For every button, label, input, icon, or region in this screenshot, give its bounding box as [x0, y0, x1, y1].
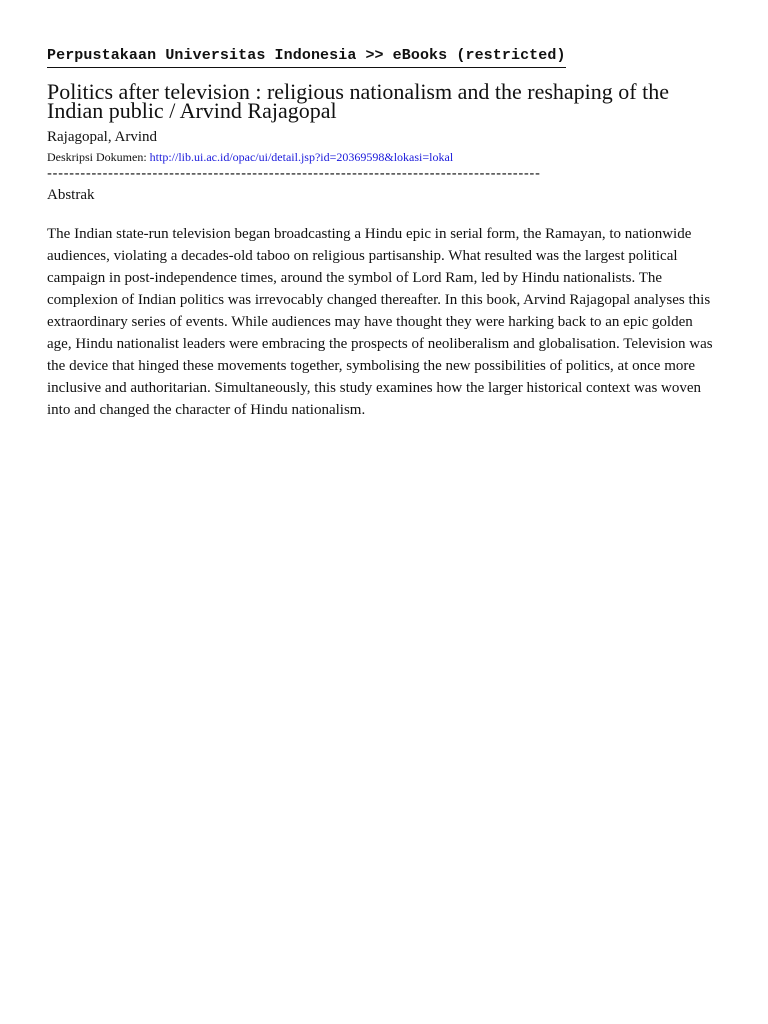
breadcrumb-collection: eBooks (restricted): [392, 47, 566, 64]
breadcrumb-library: Perpustakaan Universitas Indonesia: [47, 47, 357, 64]
document-description: [47, 149, 719, 165]
description-label: Deskripsi Dokumen:: [47, 150, 147, 164]
description-link[interactable]: http://lib.ui.ac.id/opac/ui/detail.jsp?id=20369598&lokasi=lokal: [149, 150, 454, 164]
document-author: Rajagopal, Arvind: [47, 129, 157, 145]
library-header: [47, 46, 566, 68]
document-page: [47, 46, 719, 421]
breadcrumb-separator: >>: [365, 47, 384, 64]
breadcrumb: [47, 46, 566, 66]
abstract-heading: Abstrak: [47, 187, 95, 203]
abstract-text: The Indian state-run television began broadcasting a Hindu epic in serial form, the Ramayan, to nationwide audiences, violating a decades-old taboo on religious partisanship. What resulted was the largest political campaign in post-independence times, around the symbol of Lord Ram, led by Hindu nationalists. The complexion of Indian politics was irrevocably changed thereafter. In this book, Arvind Rajagopal analyses this extraordinary series of events. While audiences may have thought they were harking back to an epic golden age, Hindu nationalist leaders were embracing the prospects of neoliberalism and globalisation. Television was the device that hinged these movements together, symbolising the new possibilities of politics, at once more inclusive and authoritarian. Simultaneously, this study examines how the larger historical context was woven into and changed the character of Hindu nationalism.: [47, 226, 713, 418]
document-title: Politics after television : religious nationalism and the reshaping of the Indian public / Arvind Rajagopal: [47, 79, 669, 123]
dashed-divider: -----------------------------------------------------------------------------------------: [47, 166, 541, 182]
